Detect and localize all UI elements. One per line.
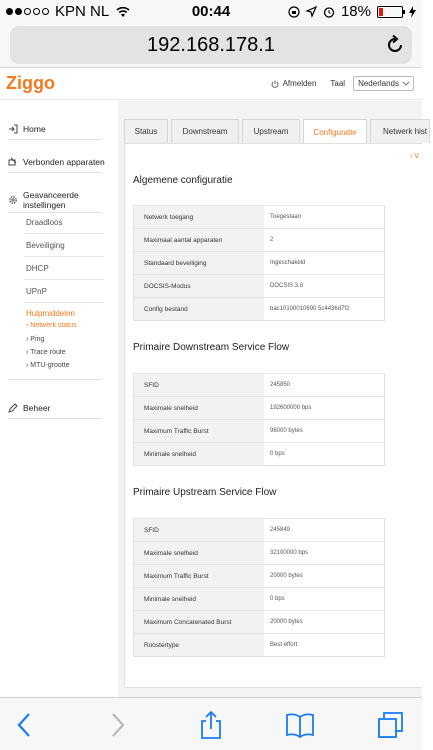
tool-label: Ping [30, 336, 45, 343]
row-value: Best effort [264, 634, 384, 656]
browser-toolbar [0, 697, 422, 750]
table-row [134, 228, 384, 251]
divider [24, 233, 104, 234]
row-key: Minimale snelheid [134, 443, 264, 465]
svg-text:Ziggo: Ziggo [6, 73, 55, 93]
ziggo-logo[interactable] [6, 71, 58, 95]
table-row [134, 205, 384, 228]
section-title-downstream: Primaire Downstream Service Flow [133, 342, 290, 353]
row-value: 20000 bytes [264, 565, 384, 587]
reload-icon[interactable] [384, 34, 406, 56]
row-value: 32100000 bps [264, 542, 384, 564]
row-value: 0 bps [264, 588, 384, 610]
devices-icon [8, 157, 18, 167]
tab-downstream[interactable]: Downstream [171, 119, 239, 143]
table-row [134, 541, 384, 564]
row-key: Minimale snelheid [134, 588, 264, 610]
table-row [134, 297, 384, 320]
address-bar[interactable] [10, 26, 412, 64]
location-icon [306, 6, 317, 17]
tab-configuratie[interactable]: Configuratie [303, 119, 367, 144]
chevron-down-icon [403, 82, 409, 86]
table-row [134, 564, 384, 587]
power-icon [271, 80, 279, 88]
divider [24, 302, 104, 303]
tab-upstream[interactable]: Upstream [242, 119, 300, 143]
divider [8, 418, 102, 419]
battery-icon [377, 6, 403, 18]
table-row [134, 396, 384, 419]
language-value: Nederlands [358, 79, 399, 88]
row-key: SFID [134, 519, 264, 541]
sidebar-item-label: Verbonden apparaten [23, 157, 105, 167]
section-title-upstream: Primaire Upstream Service Flow [133, 487, 277, 498]
general-config-table [133, 205, 385, 321]
browser-address-area [0, 22, 422, 68]
sidebar-item-label: Home [23, 124, 46, 134]
section-title-general: Algemene configuratie [133, 175, 233, 186]
row-value: 20000 bytes [264, 611, 384, 633]
table-row [134, 419, 384, 442]
table-row [134, 518, 384, 541]
sidebar-subitem-tools[interactable]: Hulpmiddelen [26, 309, 75, 318]
sidebar-item-home[interactable] [8, 124, 46, 134]
forward-icon[interactable] [102, 710, 132, 740]
sidebar-item-label: Beheer [23, 403, 51, 413]
share-icon[interactable] [196, 710, 226, 740]
divider [8, 139, 102, 140]
tab-netwerk-historie[interactable]: Netwerk hist [370, 119, 430, 143]
back-icon[interactable] [10, 710, 40, 740]
tab-bar [124, 119, 433, 143]
tool-label: MTU-grootte [30, 362, 70, 369]
table-row [134, 274, 384, 297]
table-row [134, 587, 384, 610]
table-row [134, 442, 384, 465]
row-key: Maximum Traffic Burst [134, 565, 264, 587]
pencil-icon [8, 403, 18, 413]
row-value: Toegestaan [264, 206, 384, 228]
logout-button[interactable] [271, 79, 317, 88]
row-key: Maximum Concatenated Burst [134, 611, 264, 633]
url-text: 192.168.178.1 [147, 33, 275, 56]
row-key: Maximaal aantal apparaten [134, 229, 264, 251]
row-key: Config bestand [134, 298, 264, 320]
row-key: DOCSIS-Modus [134, 275, 264, 297]
row-value: bac10100010690 5c4436d7f2 [264, 298, 384, 320]
table-row [134, 251, 384, 274]
sidebar-subitem-security[interactable]: Beveiliging [26, 241, 65, 250]
row-key: Maximum Traffic Burst [134, 420, 264, 442]
rotation-lock-icon [288, 6, 300, 18]
row-value: Ingeschakeld [264, 252, 384, 274]
table-row [134, 373, 384, 396]
sidebar [0, 101, 118, 697]
row-key: Maximale snelheid [134, 397, 264, 419]
sidebar-item-advanced[interactable] [8, 190, 101, 210]
upstream-flow-table [133, 518, 385, 657]
ios-status-bar [0, 0, 422, 22]
carrier-name: KPN NL [55, 3, 110, 20]
downstream-flow-table [133, 373, 385, 466]
logout-label: Afmelden [282, 79, 317, 88]
row-key: SFID [134, 374, 264, 396]
login-icon [8, 124, 18, 134]
sidebar-tool-ping[interactable]: › Ping [26, 336, 45, 343]
gear-icon [8, 195, 18, 205]
sidebar-item-beheer[interactable] [8, 403, 50, 413]
sidebar-item-label: Geavanceerde instellingen [23, 190, 79, 210]
row-value: 192600000 bps [264, 397, 384, 419]
row-key: Maximale snelheid [134, 542, 264, 564]
sidebar-item-connected-devices[interactable] [8, 157, 105, 167]
divider [24, 256, 104, 257]
tabs-icon[interactable] [375, 710, 405, 740]
table-row [134, 610, 384, 633]
language-select[interactable] [353, 76, 414, 91]
bookmarks-icon[interactable] [285, 710, 315, 740]
page-header [0, 68, 422, 100]
row-value: 245850 [264, 374, 384, 396]
sidebar-subitem-dhcp[interactable]: DHCP [26, 264, 49, 273]
divider [8, 172, 102, 173]
row-key: Roostertype [134, 634, 264, 656]
more-link[interactable]: › V [410, 153, 419, 160]
tool-label: Trace route [30, 349, 66, 356]
table-row [134, 633, 384, 656]
row-value: 245849 [264, 519, 384, 541]
tool-label: Netwerk status [30, 322, 77, 329]
row-key: Standaard beveiliging [134, 252, 264, 274]
row-value: 96000 bytes [264, 420, 384, 442]
alarm-icon [323, 6, 335, 18]
row-value: 0 bps [264, 443, 384, 465]
row-key: Netwerk toegang [134, 206, 264, 228]
divider [24, 279, 104, 280]
sidebar-subitem-wireless[interactable]: Draadloos [26, 218, 63, 227]
row-value: 2 [264, 229, 384, 251]
sidebar-tool-trace-route[interactable]: › Trace route [26, 349, 66, 356]
sidebar-subitem-upnp[interactable]: UPnP [26, 287, 47, 296]
row-value: DOCSIS 3.0 [264, 275, 384, 297]
clock: 00:44 [191, 3, 231, 20]
tab-status[interactable]: Status [124, 119, 168, 143]
sidebar-tool-network-status[interactable]: › Netwerk status [26, 322, 77, 329]
divider [8, 379, 102, 380]
battery-percent: 18% [340, 3, 371, 20]
language-label: Taal [330, 79, 346, 88]
more-link-label: V [414, 153, 419, 160]
sidebar-tool-mtu[interactable]: › MTU-grootte [26, 362, 70, 369]
charging-icon [409, 6, 416, 18]
divider [8, 212, 102, 213]
